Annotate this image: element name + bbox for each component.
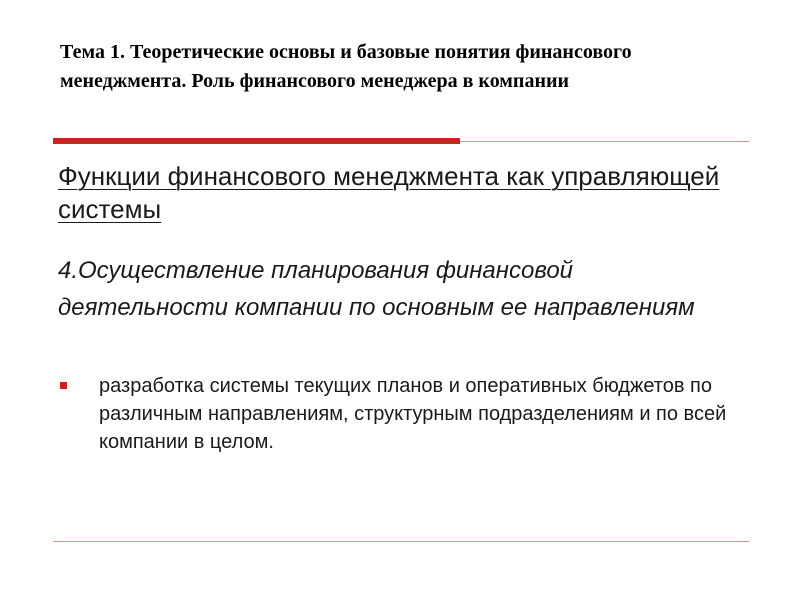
square-bullet-icon (60, 382, 67, 389)
slide-title: Тема 1. Теоретические основы и базовые понятия финансового менеджмента. Роль финансового менеджера в компании (60, 41, 632, 92)
title-divider-line (460, 141, 749, 142)
bullet-item (58, 372, 738, 456)
function-point: 4.Осуществление планирования финансовой деятельности компании по основным ее направлениям (58, 257, 695, 321)
section-heading: Функции финансового менеджмента как управляющей системы (58, 161, 720, 224)
bullet-list (58, 372, 738, 456)
title-divider (53, 136, 749, 144)
title-divider-accent (53, 138, 460, 144)
footer-divider (53, 541, 749, 542)
bullet-text: разработка системы текущих планов и оперативных бюджетов по различным направлениям, структурным подразделениям и по всей компании в целом. (99, 375, 727, 453)
